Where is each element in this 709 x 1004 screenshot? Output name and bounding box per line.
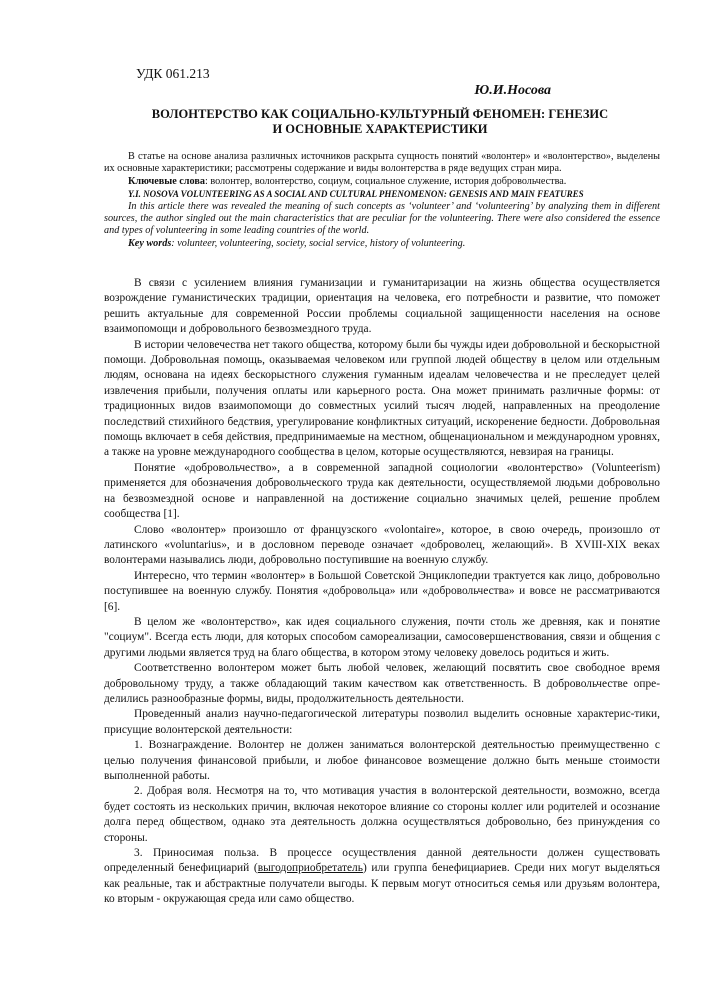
paragraph-1: В связи с усилением влияния гуманизации и гуманитаризации на жизнь общества осуществляется возрождение гуманистических традиции, ориентация на человека, его потребности и развитие, что поможет решить актуальные для современной России проблемы социальной защищенности населения на основе взаимопомощи и добровольного безвозмездного труда.	[104, 277, 660, 336]
paragraph-7: Соответственно волонтером может быть любой человек, желающий посвятить свое свободное время добровольному труду, а также обладающий таким качеством как ответственность. В добровольчестве опре-делились разнообразные формы, виды, продолжительность деятельности.	[104, 662, 660, 705]
keywords-en	[104, 238, 660, 250]
paragraph-5: Интересно, что термин «волонтер» в Большой Советской Энциклопедии трактуется как лицо, добровольно поступившее на военную службу. Понятия «добровольца» или «добровольчества» и вовсе не рассматриваются [6].	[104, 569, 660, 613]
abstract-en-title: Y.I. NOSOVA VOLUNTEERING AS A SOCIAL AND CULTURAL PHENOMENON: GENESIS AND MAIN FEATURES	[128, 189, 584, 200]
keywords-en-label: Key words	[128, 237, 172, 249]
paragraph-8: Проведенный анализ научно-педагогической литературы позволил выделить основные характерис-тики, присущие волонтерской деятельности:	[104, 708, 660, 736]
keywords-ru	[104, 176, 660, 188]
abstract	[104, 151, 660, 250]
abstract-en: In this article there was revealed the meaning of such concepts as ‘volunteer’ and ‘volunteering’ by analyzing them in different sources, the author singled out the main characteristics that are peculiar for the volunteering. There were also considered the essence and types of volunteering in some leading countries of the world.	[104, 200, 660, 237]
udk-code: УДК 061.213	[136, 66, 210, 81]
article-title	[110, 107, 650, 137]
paragraph-10: 2. Добрая воля. Несмотря на то, что мотивация участия в волонтерской деятельности, возможно, всегда будет состоять из нескольких причин, включая некоторое влияние со стороны коллег или родителей и осознание долга перед обществом, однако эта деятельность должна осуществляться добровольно, без принуждения со стороны.	[104, 785, 660, 844]
article-body	[104, 276, 660, 908]
paragraph-4: Слово «волонтер» произошло от французского «volontaire», которое, в свою очередь, произошло от латинского «voluntarius», и в дословном переводе означает «доброволец, желающий». В XVIII-XIX веках волонтерами назывались люди, добровольно поступившие на военную службу.	[104, 523, 660, 567]
beneficiary-link[interactable]: выгодоприобретатель	[257, 862, 363, 875]
paragraph-9: 1. Вознаграждение. Волонтер не должен заниматься волонтерской деятельностью преимущественно с целью получения финансовой прибыли, и любое финансовое возмещение должно быть меньше стоимости выполненной работы.	[104, 739, 660, 782]
author-name: Ю.И.Носова	[474, 83, 551, 98]
keywords-ru-label: Ключевые слова	[128, 175, 205, 187]
abstract-ru: В статье на основе анализа различных источников раскрыта сущность понятий «волонтер» и «волонтерство», выделены их основные характеристики; рассмотрены содержание и виды волонтерства в ряде ведущих стран мира.	[104, 151, 660, 175]
keywords-ru-text: : волонтер, волонтерство, социум, социальное служение, история добровольчества.	[204, 175, 567, 187]
paragraph-11	[104, 846, 660, 908]
keywords-en-text: : volunteer, volunteering, society, social service, history of volunteering.	[171, 237, 466, 249]
paragraph-6: В целом же «волонтерство», как идея социального служения, почти столь же древняя, как и понятие "социум". Всегда есть люди, для которых способом самореализации, самосовершенствования, связи и общения с другими людьми является труд на благо общества, в котором этому человеку довелось родиться и жить.	[104, 615, 660, 659]
paragraph-11-part-a: 3. Приносимая польза. В процессе осуществления данной деятельности должен существовать определенный бенефициарий (	[104, 847, 660, 875]
title-line-2: И ОСНОВНЫЕ ХАРАКТЕРИСТИКИ	[272, 122, 488, 136]
title-line-1: ВОЛОНТЕРСТВО КАК СОЦИАЛЬНО-КУЛЬТУРНЫЙ ФЕНОМЕН: ГЕНЕЗИС	[151, 107, 609, 121]
paragraph-3: Понятие «добровольчество», а в современной западной социологии «волонтерство» (Volunteerism) применяется для обозначения добровольческого труда как деятельности, осуществляемой людьми добровольно на безвозмездной основе и направленной на достижение социально значимых целей, решение проблем сообщества [1].	[104, 461, 660, 521]
paragraph-2: В истории человечества нет такого общества, которому были бы чужды идеи добровольной и бескорыстной помощи. Добровольная помощь, оказываемая человеком или группой людей обществу в целом или отдельным людям, основана на идеях бескорыстного служения гуманным идеалам человечества и не преследует целей извлечения прибыли, получения оплаты или карьерного роста. Она может принимать различные формы: от традиционных видов взаимопомощи до совместных усилий тысяч людей, направленных на преодоление последствий стихийного бедствия, урегулирование конфликтных ситуаций, искоренение бедности. Добровольная помощь включает в себя действия, предпринимаемые на местном, общенациональном и международном уровнях, а также на уровне международного сообщества в целом, которые осуществляются, невзирая на границы.	[104, 338, 660, 459]
paragraph-11-part-b: ) или группа бенефициариев. Среди них могут выделяться как реальные, так и абстрактные получатели выгоды. К первым могут относиться семья или друзьям волонтера, ко вторым - окружающая среда или само общество.	[104, 862, 660, 906]
